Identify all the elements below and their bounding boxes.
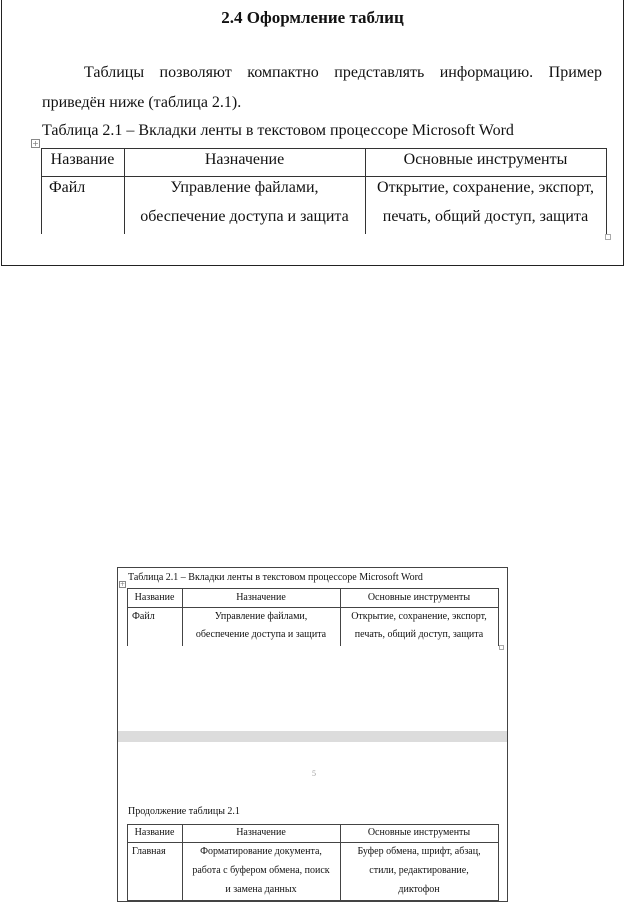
intro-paragraph-line-1: Таблицы позволяют компактно представлять информацию. Пример	[84, 64, 602, 81]
thumb-cell-tools-1: Открытие, сохранение, экспорт,	[351, 611, 487, 622]
cell-name-file: Файл	[49, 179, 86, 196]
thumb-cell-name-home: Главная	[132, 846, 166, 857]
thumb-cell-home-purpose-1: Форматирование документа,	[200, 846, 322, 857]
cell-tools-line-1: Открытие, сохранение, экспорт,	[377, 179, 594, 196]
continuation-caption: Продолжение таблицы 2.1	[128, 806, 240, 817]
thumb-cell-purpose-2: обеспечение доступа и защита	[195, 629, 327, 640]
section-heading: 2.4 Оформление таблиц	[221, 8, 404, 27]
header-name: Название	[50, 151, 115, 168]
cell-purpose-line-2: обеспечение доступа и защита	[140, 208, 349, 225]
thumb-header-purpose: Назначение	[236, 592, 286, 603]
thumb-cont-header-tools: Основные инструменты	[367, 827, 471, 838]
thumb-cell-name-file: Файл	[132, 611, 155, 622]
intro-paragraph-line-2: приведён ниже (таблица 2.1).	[42, 94, 242, 111]
page-break-gap	[118, 731, 507, 742]
thumb-cell-home-tools-2: стили, редактирование,	[369, 865, 469, 876]
page-number: 5	[312, 769, 316, 778]
thumb-table-move-handle-icon[interactable]: +	[120, 581, 126, 588]
thumb-cell-purpose-1: Управление файлами,	[214, 611, 308, 622]
page-break-thumbnail	[117, 567, 508, 902]
table-move-handle-icon[interactable]: +	[32, 139, 39, 148]
thumb-header-name: Название	[134, 592, 175, 603]
document-page-excerpt	[1, 0, 624, 266]
header-tools: Основные инструменты	[403, 151, 568, 168]
thumb-cell-home-purpose-3: и замена данных	[225, 884, 297, 895]
thumb-cell-home-tools-3: диктофон	[398, 884, 440, 895]
thumb-header-tools: Основные инструменты	[367, 592, 471, 603]
thumb-cell-tools-2: печать, общий доступ, защита	[354, 629, 484, 640]
header-purpose: Назначение	[204, 151, 285, 168]
thumb-cont-header-name: Название	[134, 827, 175, 838]
cell-purpose-line-1: Управление файлами,	[170, 179, 319, 196]
ribbon-tabs-table	[41, 148, 607, 234]
thumb-cont-header-purpose: Назначение	[236, 827, 286, 838]
table-resize-handle-icon[interactable]	[605, 234, 611, 240]
thumb-cell-home-purpose-2: работа с буфером обмена, поиск	[192, 865, 330, 876]
thumb-cell-home-tools-1: Буфер обмена, шрифт, абзац,	[357, 846, 481, 857]
thumb-table-resize-handle-icon[interactable]	[499, 645, 504, 650]
table-caption: Таблица 2.1 – Вкладки ленты в текстовом процессоре Microsoft Word	[42, 122, 514, 139]
cell-tools-line-2: печать, общий доступ, защита	[382, 208, 589, 225]
thumb-table-caption: Таблица 2.1 – Вкладки ленты в текстовом процессоре Microsoft Word	[128, 572, 423, 583]
